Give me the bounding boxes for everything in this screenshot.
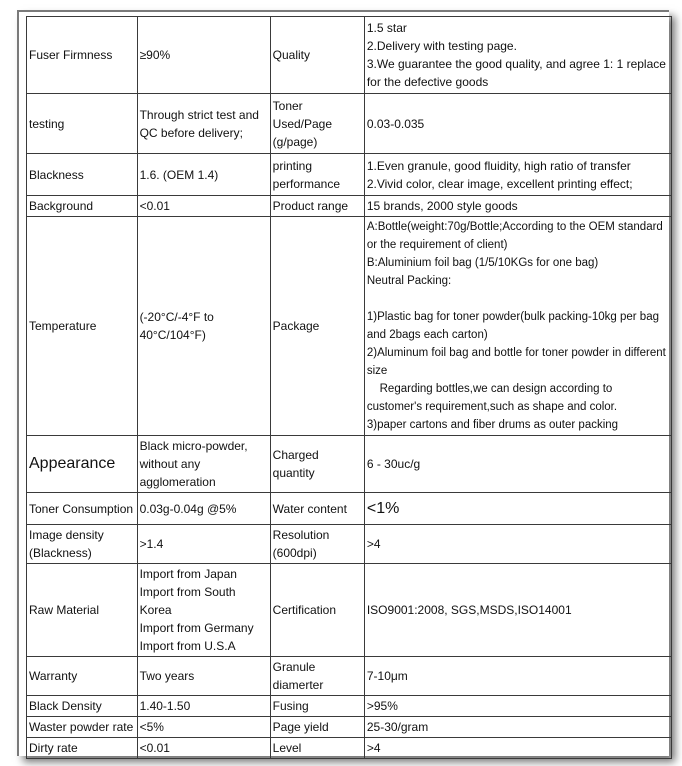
value-cell: >4 [364, 525, 671, 564]
table-row [27, 154, 672, 196]
table-row [27, 436, 672, 493]
label-cell: Toner Used/Page (g/page) [270, 94, 364, 154]
label-cell: Fuser Firmness [27, 17, 138, 94]
label-cell: Level [270, 738, 364, 759]
label-cell: Warranty [27, 657, 138, 696]
label-cell: Image density (Blackness) [27, 525, 138, 564]
table-row [27, 217, 672, 436]
value-cell: 1.Even granule, good fluidity, high ratio of transfer 2.Vivid color, clear image, excellent printing effect; [364, 154, 671, 196]
spec-sheet-frame [17, 10, 669, 756]
value-cell: Through strict test and QC before delivery; [137, 94, 270, 154]
label-cell: Background [27, 196, 138, 217]
value-cell: Two years [137, 657, 270, 696]
label-cell: Fusing [270, 696, 364, 717]
value-cell: >4 [364, 738, 671, 759]
label-cell: Temperature [27, 217, 138, 436]
value-cell: Black micro-powder, without any agglomeration [137, 436, 270, 493]
label-cell: Raw Material [27, 564, 138, 657]
value-cell: 0.03-0.035 [364, 94, 671, 154]
label-cell: Resolution (600dpi) [270, 525, 364, 564]
value-cell: 15 brands, 2000 style goods [364, 196, 671, 217]
value-cell: ISO9001:2008, SGS,MSDS,ISO14001 [364, 564, 671, 657]
table-row [27, 657, 672, 696]
value-cell: Import from Japan Import from South Korea Import from Germany Import from U.S.A [137, 564, 270, 657]
label-cell: Waster powder rate [27, 717, 138, 738]
table-row [27, 196, 672, 217]
value-cell: 0.03g-0.04g @5% [137, 493, 270, 525]
value-cell: >1.4 [137, 525, 270, 564]
label-cell: Black Density [27, 696, 138, 717]
label-cell: Certification [270, 564, 364, 657]
label-cell: Quality [270, 17, 364, 94]
label-cell: Water content [270, 493, 364, 525]
table-row [27, 564, 672, 657]
value-cell: <0.01 [137, 196, 270, 217]
value-cell: (-20°C/-4°F to 40°C/104°F) [137, 217, 270, 436]
table-row [27, 525, 672, 564]
label-cell: Blackness [27, 154, 138, 196]
spec-table [26, 16, 672, 759]
table-row [27, 17, 672, 94]
value-cell: <5% [137, 717, 270, 738]
label-cell: Charged quantity [270, 436, 364, 493]
table-row [27, 717, 672, 738]
label-cell: Toner Consumption [27, 493, 138, 525]
value-cell: 7-10μm [364, 657, 671, 696]
table-row [27, 738, 672, 759]
value-cell: <1% [364, 493, 671, 525]
label-cell: Package [270, 217, 364, 436]
value-cell: >95% [364, 696, 671, 717]
value-cell: 1.40-1.50 [137, 696, 270, 717]
value-cell: 1.6. (OEM 1.4) [137, 154, 270, 196]
value-cell: A:Bottle(weight:70g/Bottle;According to the OEM standard or the requirement of client) B:Aluminium foil bag (1/5/10KGs for one bag) Neutral Packing: 1)Plastic bag for toner powder(bulk packing-10kg per bag and 2bags each carton) 2)Aluminum foil bag and bottle for toner powder in different size Regarding bottles,we can design according to customer's requirement,such as shape and color. 3)paper cartons and fiber drums as outer packing [364, 217, 671, 436]
table-row [27, 493, 672, 525]
label-cell: Appearance [27, 436, 138, 493]
label-cell: testing [27, 94, 138, 154]
label-cell: Page yield [270, 717, 364, 738]
value-cell: ≥90% [137, 17, 270, 94]
value-cell: 6 - 30uc/g [364, 436, 671, 493]
value-cell: 25-30/gram [364, 717, 671, 738]
label-cell: Product range [270, 196, 364, 217]
label-cell: Granule diamerter [270, 657, 364, 696]
label-cell: printing performance [270, 154, 364, 196]
value-cell: <0.01 [137, 738, 270, 759]
table-row [27, 94, 672, 154]
table-row [27, 696, 672, 717]
value-cell: 1.5 star 2.Delivery with testing page. 3.We guarantee the good quality, and agree 1: 1 replace for the defective goods [364, 17, 671, 94]
label-cell: Dirty rate [27, 738, 138, 759]
